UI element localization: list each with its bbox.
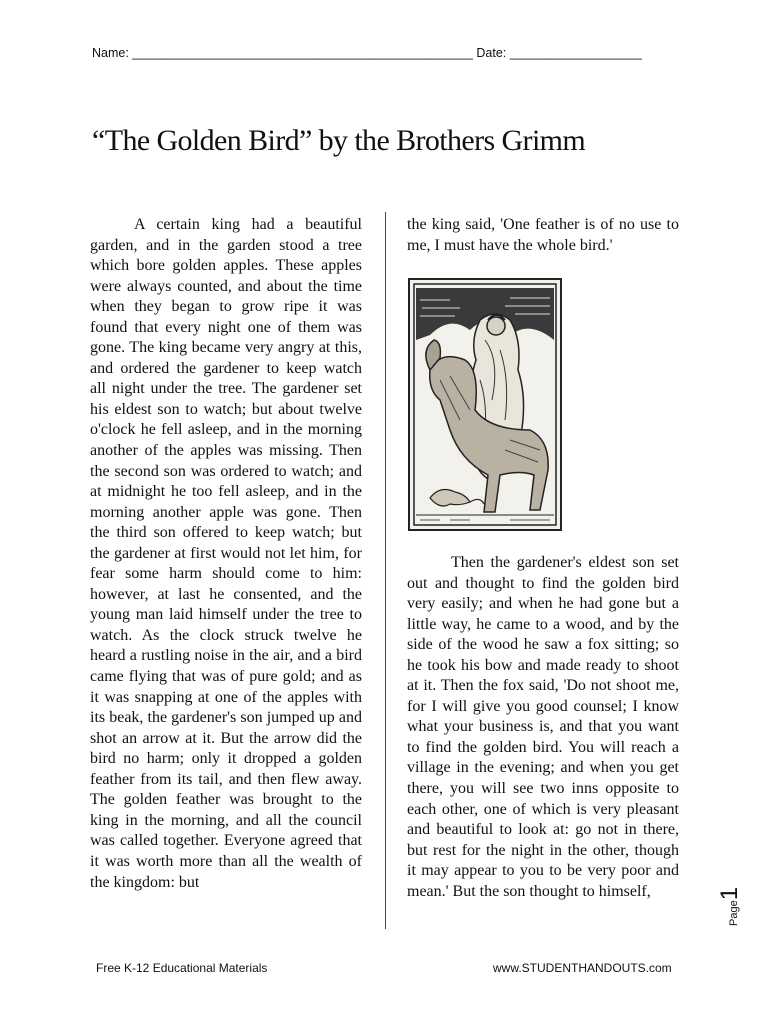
column-divider <box>385 212 386 929</box>
story-paragraph-continued: the king said, 'One feather is of no use to me, I must have the whole bird.' <box>407 216 679 254</box>
woodcut-illustration <box>408 278 562 531</box>
story-right-column-top <box>407 215 679 256</box>
story-paragraph-2: Then the gardener's eldest son set out and thought to find the golden bird very easily; and when he had gone but a little way, he came to a wood, and by the side of the wood he saw a fox sitting; so he took his bow and made ready to shoot at it. Then the fox said, 'Do not shoot me, for I will give you good counsel; I know what your business is, and that you want to find the golden bird. You will reach a village in the evening; and when you get there, you will see two inns opposite to each other, one of which is very pleasant and beautiful to look at: go not in there, but rest for the night in the other, though it may appear to you to be very poor and mean.' But the son thought to himself, <box>407 554 679 900</box>
page-number <box>716 886 756 926</box>
page-title: “The Golden Bird” by the Brothers Grimm <box>92 124 586 157</box>
story-right-column-bottom <box>407 553 679 928</box>
story-paragraph-1: A certain king had a beautiful garden, and in the garden stood a tree which bore golden apples. These apples were always counted, and about the time when they began to grow ripe it was found that every night one of them was gone. The king became very angry at this, and ordered the gardener to keep watch all night under the tree. The gardener set his eldest son to watch; but about twelve o'clock he fell asleep, and in the morning another of the apples was missing. Then the second son was ordered to watch; and at midnight he too fell asleep, and in the morning another apple was gone. Then the third son offered to keep watch; but the gardener at first would not let him, for fear some harm should come to him: however, at last he consented, and the young man laid himself under the tree to watch. As the clock struck twelve he heard a rustling noise in the air, and a bird came flying that was of pure gold; and as it was snapping at one of the apples with its beak, the gardener's son jumped up and shot an arrow at it. But the arrow did the bird no harm; only it dropped a golden feather from its tail, and then flew away. The golden feather was brought to the king in the morning, and all the council was called together. Everyone agreed that it was worth more than all the wealth of the kingdom: but <box>90 216 362 891</box>
footer-left-text: Free K-12 Educational Materials <box>96 961 268 975</box>
footer-website: www.STUDENTHANDOUTS.com <box>493 961 672 975</box>
page-digit: 1 <box>716 886 743 901</box>
story-left-column <box>90 215 362 930</box>
page-label: Page <box>728 900 740 926</box>
name-date-line: Name: _________________________________________________ Date: ___________________ <box>92 46 642 60</box>
